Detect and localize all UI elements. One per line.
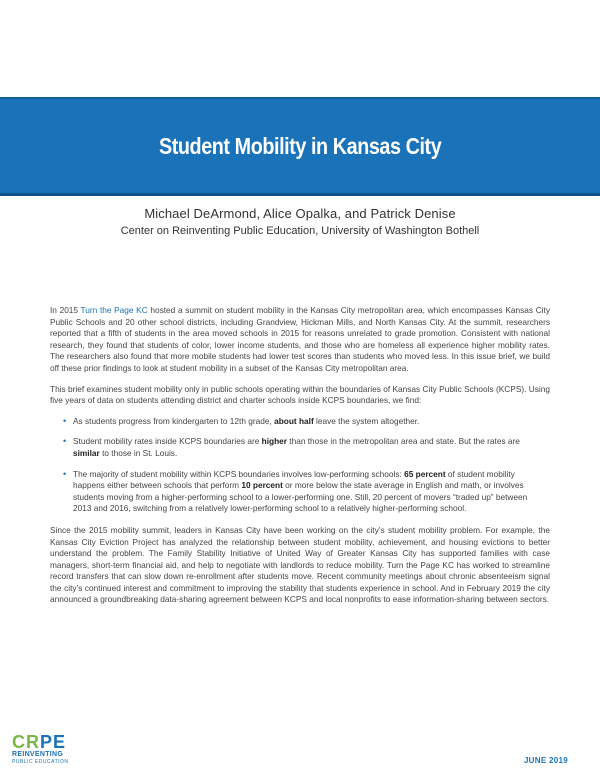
bullet-icon: •: [63, 415, 67, 426]
bullet-icon: •: [63, 436, 67, 447]
finding-text: than those in the metropolitan area and state. But the rates are: [286, 436, 520, 447]
finding-text: As students progress from kindergarten to 12th grade,: [73, 415, 275, 426]
authors: Michael DeArmond, Alice Opalka, and Patrick Denise: [144, 206, 456, 221]
logo-mark-cr: CR: [12, 732, 40, 752]
logo-mark: [12, 733, 102, 751]
finding-emphasis: similar: [73, 447, 100, 458]
article-body: [50, 305, 550, 615]
crpe-logo: [12, 733, 102, 766]
scope-paragraph: This brief examines student mobility only in public schools operating within the boundaries of Kansas City Public Schools (KCPS). Using five years of data on students attending district and charter schools inside KCPS boundaries, we find:: [50, 383, 550, 406]
finding-text: Student mobility rates inside KCPS boundaries are: [73, 436, 262, 447]
intro-text-start: In 2015: [50, 305, 81, 315]
finding-item: [63, 415, 550, 428]
intro-paragraph: [50, 305, 550, 375]
title-banner: [0, 97, 600, 196]
finding-item: [63, 436, 550, 459]
finding-emphasis: about half: [274, 415, 314, 426]
turn-the-page-kc-link[interactable]: Turn the Page KC: [80, 305, 148, 315]
bullet-icon: •: [63, 468, 67, 479]
publication-date: JUNE 2019: [523, 756, 568, 765]
affiliation: Center on Reinventing Public Education, University of Washington Bothell: [120, 225, 480, 237]
logo-mark-pe: PE: [40, 732, 67, 752]
closing-paragraph: Since the 2015 mobility summit, leaders in Kansas City have been working on the city’s student mobility problem. For example, the Kansas City Eviction Project has analyzed the relationship between student mobility, achievement, and housing evictions to better understand the problem. The Family Stability Initiative of United Way of Greater Kansas City has supported families with case managers, short-term financial aid, and help to negotiate with landlords to reduce mobility. Turn the Page KC has worked to streamline record transfers that can slow down re-enrollment after students move. Recent community meetings about chronic absenteeism signal the city’s continued interest and commitment to improving the stability that students experience in school. And in February 2019 the city announced a groundbreaking data-sharing agreement between KCPS and local nonprofits to ease information-sharing between sectors.: [50, 524, 550, 605]
logo-subtitle: REINVENTING: [12, 751, 64, 758]
finding-emphasis: 65 percent: [404, 468, 446, 479]
finding-text: The majority of student mobility within KCPS boundaries involves low-performing schools:: [73, 468, 405, 479]
finding-text: leave the system altogether.: [313, 415, 420, 426]
finding-text: of student mobility happens either between schools that perform: [73, 468, 515, 491]
intro-text-rest: hosted a summit on student mobility in the Kansas City metropolitan area, which encompasses Kansas City Public Schools and 20 other school districts, including Grandview, Hickman Mills, and North Kansas City. At the summit, researchers reported that a fifth of students in the area moved schools in 2015 for reasons unrelated to grade promotion. Consistent with national research, they found that students of color, lower income students, and those who are homeless all experience higher mobility rates. The researchers also found that more mobile students had lower test scores than students who moved less. In this issue brief, we build off these prior findings to look at student mobility in a subset of the Kansas City metropolitan area.: [50, 305, 550, 373]
finding-emphasis: higher: [261, 436, 287, 447]
logo-subtitle: PUBLIC EDUCATION: [12, 759, 69, 765]
finding-text: to those in St. Louis.: [99, 447, 178, 458]
finding-item: [63, 468, 550, 515]
finding-emphasis: 10 percent: [241, 480, 283, 491]
findings-list: [50, 416, 550, 515]
finding-text: or more below the state average in English and math, or involves students moving from a higher-performing school to a lower-performing one. Still, 20 percent of movers “traded up” between 2013 and 2016, switching from a relatively lower-performing school to a relatively higher-performing school.: [73, 480, 528, 514]
page-title: Student Mobility in Kansas City: [158, 132, 442, 159]
